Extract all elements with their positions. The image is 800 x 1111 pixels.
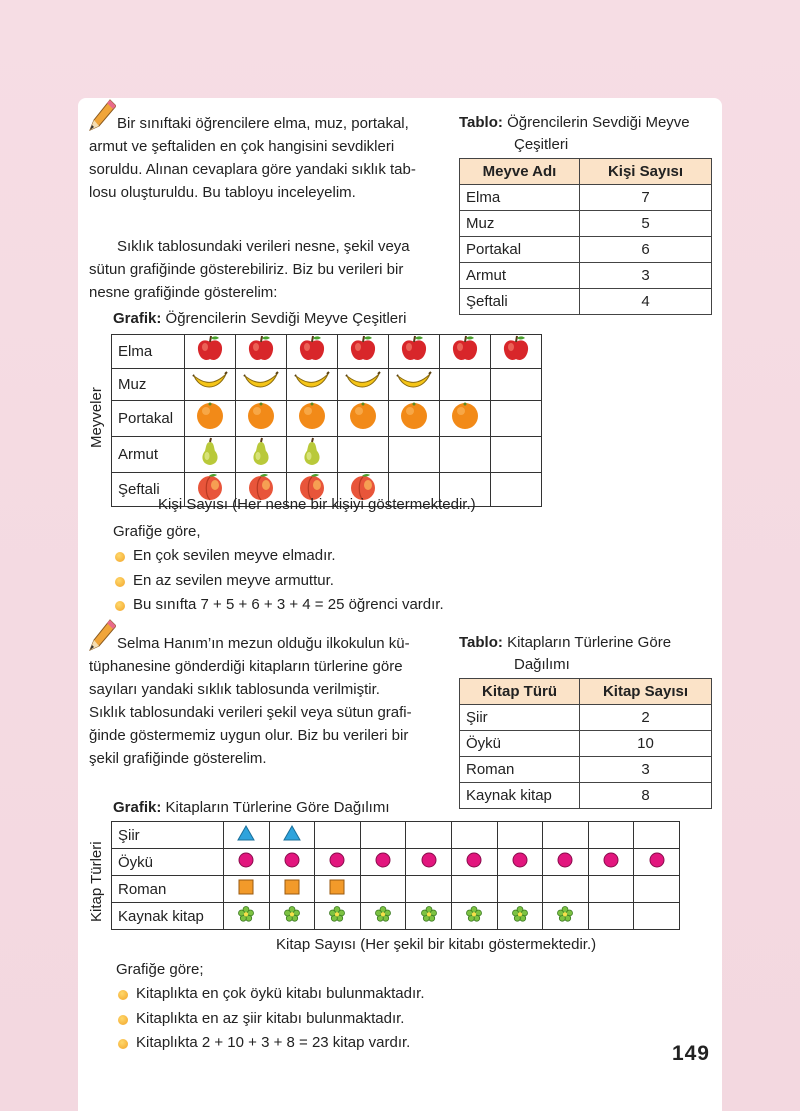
pictograph-cell bbox=[588, 876, 634, 903]
pictograph-cell bbox=[634, 876, 680, 903]
pictograph-cell bbox=[389, 369, 440, 401]
circle-icon bbox=[649, 852, 665, 868]
pictograph-cell bbox=[185, 369, 236, 401]
column-header: Kitap Türü bbox=[460, 679, 580, 705]
text-line: losu oluşturuldu. Bu tabloyu inceleyelim. bbox=[89, 184, 356, 201]
apple-icon bbox=[246, 335, 276, 363]
pictograph-cell bbox=[338, 335, 389, 369]
pictograph-cell bbox=[315, 903, 361, 930]
pictograph-cell bbox=[497, 876, 543, 903]
fruit-pictograph bbox=[111, 334, 542, 507]
pictograph-cell bbox=[406, 903, 452, 930]
pictograph-cell bbox=[269, 822, 315, 849]
pictograph-cell bbox=[491, 369, 542, 401]
caption-text: Çeşitleri bbox=[514, 136, 569, 153]
flower-icon bbox=[284, 906, 300, 922]
square-icon bbox=[329, 879, 345, 895]
pictograph-row bbox=[112, 822, 680, 849]
pictograph-cell bbox=[185, 436, 236, 472]
graph-title-text: Kitapların Türlerine Göre Dağılımı bbox=[165, 799, 390, 816]
pictograph-cell bbox=[491, 436, 542, 472]
pictograph-cell bbox=[588, 903, 634, 930]
page-number: 149 bbox=[671, 1042, 710, 1065]
pictograph-cell bbox=[360, 903, 406, 930]
text-line: Sıklık tablosundaki verileri şekil veya sütun grafi- bbox=[89, 704, 412, 721]
y-axis-label: Kitap Türleri bbox=[88, 841, 105, 922]
text-line: şekil grafiğinde gösterelim. bbox=[89, 750, 267, 767]
pictograph-cell bbox=[287, 400, 338, 436]
table-row bbox=[460, 757, 712, 783]
pictograph-row bbox=[112, 876, 680, 903]
flower-icon bbox=[375, 906, 391, 922]
pictograph-cell bbox=[451, 822, 497, 849]
apple-icon bbox=[501, 335, 531, 363]
bullet-text: Kitaplıkta 2 + 10 + 3 + 8 = 23 kitap vardır. bbox=[136, 1034, 411, 1051]
pictograph-cell bbox=[224, 876, 270, 903]
bullet-text: En çok sevilen meyve elmadır. bbox=[133, 547, 336, 564]
pictograph-cell bbox=[236, 436, 287, 472]
banana-icon bbox=[294, 370, 330, 394]
bullet-text: Kitaplıkta en çok öykü kitabı bulunmaktadır. bbox=[136, 985, 425, 1002]
pear-icon bbox=[198, 437, 222, 467]
pictograph-cell bbox=[491, 335, 542, 369]
table-row bbox=[460, 705, 712, 731]
circle-icon bbox=[329, 852, 345, 868]
row-label: Muz bbox=[112, 369, 185, 401]
triangle-icon bbox=[237, 825, 255, 841]
pictograph-cell bbox=[440, 369, 491, 401]
apple-icon bbox=[195, 335, 225, 363]
pictograph-cell bbox=[451, 849, 497, 876]
pictograph-cell bbox=[440, 335, 491, 369]
pictograph-cell bbox=[360, 876, 406, 903]
cell: Muz bbox=[460, 211, 580, 237]
conclusion-heading: Grafiğe göre, bbox=[113, 523, 201, 540]
orange-icon bbox=[348, 401, 378, 431]
caption-label: Tablo: bbox=[459, 114, 503, 131]
table-caption-books bbox=[459, 632, 719, 676]
orange-icon bbox=[195, 401, 225, 431]
bullet-item bbox=[113, 544, 444, 569]
cell: Kaynak kitap bbox=[460, 783, 580, 809]
apple-icon bbox=[297, 335, 327, 363]
pictograph-cell bbox=[315, 822, 361, 849]
pictograph-cell bbox=[634, 822, 680, 849]
table-row bbox=[460, 783, 712, 809]
column-header: Kitap Sayısı bbox=[580, 679, 712, 705]
pictograph-row bbox=[112, 849, 680, 876]
flower-icon bbox=[512, 906, 528, 922]
orange-icon bbox=[297, 401, 327, 431]
pear-icon bbox=[300, 437, 324, 467]
pictograph-cell bbox=[389, 436, 440, 472]
cell: 7 bbox=[580, 185, 712, 211]
cell: 4 bbox=[580, 289, 712, 315]
pictograph-cell bbox=[185, 400, 236, 436]
text-line: sütun grafiğinde gösterebiliriz. Biz bu verileri bir bbox=[89, 261, 404, 278]
table-row bbox=[460, 289, 712, 315]
column-header: Kişi Sayısı bbox=[580, 159, 712, 185]
pictograph-cell bbox=[543, 876, 589, 903]
bullet-text: Bu sınıfta 7 + 5 + 6 + 3 + 4 = 25 öğrenci vardır. bbox=[133, 596, 444, 613]
circle-icon bbox=[375, 852, 391, 868]
cell: 3 bbox=[580, 263, 712, 289]
bullet-icon bbox=[118, 990, 128, 1000]
pictograph-cell bbox=[406, 822, 452, 849]
circle-icon bbox=[421, 852, 437, 868]
intro-paragraph-1 bbox=[89, 112, 449, 204]
pictograph-cell bbox=[497, 822, 543, 849]
text-line: nesne grafiğinde gösterelim: bbox=[89, 284, 278, 301]
pictograph-row bbox=[112, 400, 542, 436]
table-caption-fruits bbox=[459, 112, 719, 156]
banana-icon bbox=[243, 370, 279, 394]
caption-text: Dağılımı bbox=[514, 656, 570, 673]
graph-title-fruits bbox=[113, 308, 406, 330]
bullet-icon bbox=[115, 601, 125, 611]
square-icon bbox=[238, 879, 254, 895]
cell: 2 bbox=[580, 705, 712, 731]
row-label: Armut bbox=[112, 436, 185, 472]
pictograph-cell bbox=[451, 876, 497, 903]
row-label: Şeftali bbox=[112, 472, 185, 506]
flower-icon bbox=[421, 906, 437, 922]
pictograph-cell bbox=[338, 369, 389, 401]
graph-footnote: Kitap Sayısı (Her şekil bir kitabı göstermektedir.) bbox=[276, 936, 597, 953]
text-line: Sıklık tablosundaki verileri nesne, şekil veya bbox=[117, 238, 410, 255]
conclusion-heading: Grafiğe göre; bbox=[116, 961, 204, 978]
cell: Şiir bbox=[460, 705, 580, 731]
pictograph-cell bbox=[287, 436, 338, 472]
graph-title-label: Grafik: bbox=[113, 310, 162, 327]
pictograph-row bbox=[112, 369, 542, 401]
cell: Elma bbox=[460, 185, 580, 211]
flower-icon bbox=[557, 906, 573, 922]
bullet-text: Kitaplıkta en az şiir kitabı bulunmaktadır. bbox=[136, 1009, 405, 1027]
pictograph-cell bbox=[224, 822, 270, 849]
pictograph-cell bbox=[543, 849, 589, 876]
pictograph-cell bbox=[315, 849, 361, 876]
pictograph-cell bbox=[588, 822, 634, 849]
pictograph-cell bbox=[389, 335, 440, 369]
circle-icon bbox=[466, 852, 482, 868]
pictograph-cell bbox=[406, 876, 452, 903]
pictograph-cell bbox=[389, 400, 440, 436]
pictograph-cell bbox=[287, 369, 338, 401]
pictograph-cell bbox=[224, 849, 270, 876]
pictograph-cell bbox=[634, 903, 680, 930]
cell: Öykü bbox=[460, 731, 580, 757]
y-axis-label: Meyveler bbox=[88, 387, 105, 448]
pictograph-cell bbox=[236, 400, 287, 436]
pictograph-cell bbox=[440, 400, 491, 436]
pear-icon bbox=[249, 437, 273, 467]
cell: 6 bbox=[580, 237, 712, 263]
text-line: sayıları yandaki sıklık tablosunda verilmiştir. bbox=[89, 681, 380, 698]
table-row bbox=[460, 731, 712, 757]
row-label: Şiir bbox=[112, 822, 224, 849]
row-label: Roman bbox=[112, 876, 224, 903]
cell: Şeftali bbox=[460, 289, 580, 315]
caption-text: Kitapların Türlerine Göre bbox=[507, 634, 672, 651]
pictograph-cell bbox=[497, 849, 543, 876]
caption-text: Öğrencilerin Sevdiği Meyve bbox=[507, 114, 690, 131]
apple-icon bbox=[450, 335, 480, 363]
graph-title-books bbox=[113, 797, 390, 819]
bullet-item bbox=[116, 1007, 425, 1032]
book-frequency-table bbox=[459, 678, 712, 809]
intro-paragraph-3 bbox=[89, 632, 445, 770]
bullet-item bbox=[116, 1031, 425, 1056]
circle-icon bbox=[603, 852, 619, 868]
pictograph-cell bbox=[338, 436, 389, 472]
bullet-item bbox=[116, 982, 425, 1007]
table-row bbox=[460, 185, 712, 211]
cell: 3 bbox=[580, 757, 712, 783]
pictograph-cell bbox=[497, 903, 543, 930]
graph-title-text: Öğrencilerin Sevdiği Meyve Çeşitleri bbox=[165, 310, 407, 327]
book-pictograph bbox=[111, 821, 680, 930]
flower-icon bbox=[466, 906, 482, 922]
row-label: Kaynak kitap bbox=[112, 903, 224, 930]
triangle-icon bbox=[283, 825, 301, 841]
pictograph-cell bbox=[451, 903, 497, 930]
flower-icon bbox=[238, 906, 254, 922]
caption-label: Tablo: bbox=[459, 634, 503, 651]
pictograph-cell bbox=[360, 849, 406, 876]
banana-icon bbox=[345, 370, 381, 394]
pictograph-cell bbox=[491, 400, 542, 436]
cell: Roman bbox=[460, 757, 580, 783]
apple-icon bbox=[348, 335, 378, 363]
cell: 5 bbox=[580, 211, 712, 237]
pictograph-cell bbox=[185, 335, 236, 369]
column-header: Meyve Adı bbox=[460, 159, 580, 185]
text-line: soruldu. Alınan cevaplara göre yandaki sıklık tab- bbox=[89, 161, 416, 178]
conclusion-block-1 bbox=[113, 520, 444, 618]
pictograph-row bbox=[112, 903, 680, 930]
text-line: ğinde göstermemiz uygun olur. Biz bu verileri bir bbox=[89, 727, 409, 744]
flower-icon bbox=[329, 906, 345, 922]
bullet-item bbox=[113, 569, 444, 594]
pictograph-cell bbox=[269, 903, 315, 930]
pictograph-cell bbox=[338, 400, 389, 436]
bullet-item bbox=[113, 593, 444, 618]
bullet-icon bbox=[115, 577, 125, 587]
row-label: Öykü bbox=[112, 849, 224, 876]
table-row bbox=[460, 237, 712, 263]
conclusion-block-2 bbox=[116, 958, 425, 1056]
pictograph-row bbox=[112, 436, 542, 472]
pictograph-cell bbox=[224, 903, 270, 930]
cell: 10 bbox=[580, 731, 712, 757]
intro-paragraph-2 bbox=[89, 235, 451, 304]
banana-icon bbox=[396, 370, 432, 394]
pictograph-cell bbox=[588, 849, 634, 876]
banana-icon bbox=[192, 370, 228, 394]
text-line: tüphanesine gönderdiği kitapların türlerine göre bbox=[89, 658, 403, 675]
pictograph-cell bbox=[236, 335, 287, 369]
apple-icon bbox=[399, 335, 429, 363]
row-label: Elma bbox=[112, 335, 185, 369]
square-icon bbox=[284, 879, 300, 895]
pictograph-cell bbox=[269, 849, 315, 876]
text-line: armut ve şeftaliden en çok hangisini sevdikleri bbox=[89, 138, 395, 155]
orange-icon bbox=[450, 401, 480, 431]
orange-icon bbox=[399, 401, 429, 431]
text-line: Selma Hanım’ın mezun olduğu ilkokulun kü- bbox=[117, 635, 410, 652]
graph-title-label: Grafik: bbox=[113, 799, 162, 816]
text-line: Bir sınıftaki öğrencilere elma, muz, portakal, bbox=[117, 115, 409, 132]
circle-icon bbox=[284, 852, 300, 868]
pictograph-cell bbox=[543, 822, 589, 849]
pictograph-cell bbox=[406, 849, 452, 876]
circle-icon bbox=[238, 852, 254, 868]
pictograph-cell bbox=[269, 876, 315, 903]
pictograph-cell bbox=[634, 849, 680, 876]
pictograph-cell bbox=[491, 472, 542, 506]
cell: Portakal bbox=[460, 237, 580, 263]
graph-footnote: Kişi Sayısı (Her nesne bir kişiyi göstermektedir.) bbox=[158, 496, 476, 513]
fruit-frequency-table bbox=[459, 158, 712, 315]
bullet-icon bbox=[118, 1015, 128, 1025]
pictograph-cell bbox=[236, 369, 287, 401]
row-label: Portakal bbox=[112, 400, 185, 436]
table-row bbox=[460, 263, 712, 289]
circle-icon bbox=[512, 852, 528, 868]
pictograph-cell bbox=[287, 335, 338, 369]
pictograph-cell bbox=[543, 903, 589, 930]
bullet-icon bbox=[118, 1039, 128, 1049]
pictograph-cell bbox=[360, 822, 406, 849]
bullet-icon bbox=[115, 552, 125, 562]
circle-icon bbox=[557, 852, 573, 868]
bullet-text: En az sevilen meyve armuttur. bbox=[133, 571, 334, 589]
orange-icon bbox=[246, 401, 276, 431]
pictograph-cell bbox=[315, 876, 361, 903]
cell: Armut bbox=[460, 263, 580, 289]
pictograph-row bbox=[112, 335, 542, 369]
table-row bbox=[460, 211, 712, 237]
cell: 8 bbox=[580, 783, 712, 809]
pictograph-cell bbox=[440, 436, 491, 472]
